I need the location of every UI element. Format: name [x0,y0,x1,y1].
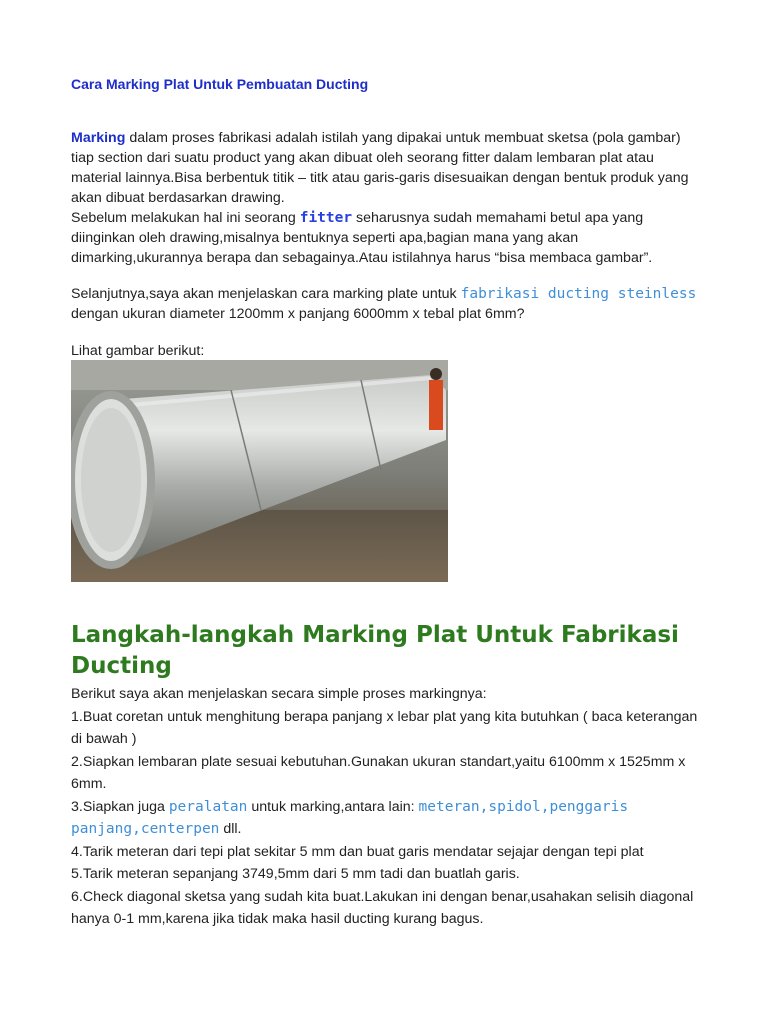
step-3 [71,796,701,841]
step-3-mid: untuk marking,antara lain: [247,798,419,815]
para2-text-1: Selanjutnya,saya akan menjelaskan cara marking plate untuk [71,286,461,302]
document-title: Cara Marking Plat Untuk Pembuatan Ducting [71,76,369,92]
steps-intro: Berikut saya akan menjelaskan secara simple proses markingnya: [71,686,487,702]
keyword-fitter: fitter [299,210,353,226]
step-4: 4.Tarik meteran dari tepi plat sekitar 5 mm dan buat garis mendatar sejajar dengan tepi plat [71,843,644,860]
step-5: 5.Tarik meteran sepanjang 3749,5mm dari 5 mm tadi dan buatlah garis. [71,866,520,882]
step-1: 1.Buat coretan untuk menghitung berapa panjang x lebar plat yang kita butuhkan ( baca keterangan di bawah ) [71,708,698,747]
keyword-fabrikasi-ducting[interactable]: fabrikasi ducting steinless [460,286,697,302]
keyword-tools[interactable]: meteran,spidol,penggaris panjang,centerpen [71,798,629,837]
steps-list [71,683,701,931]
para2-text-2: dengan ukuran diameter 1200mm x panjang 6000mm x tebal plat 6mm? [71,306,525,322]
keyword-peralatan[interactable]: peralatan [168,798,248,815]
intro-paragraph [71,128,701,268]
step-6: 6.Check diagonal sketsa yang sudah kita buat.Lakukan ini dengan benar,usahakan selisih diagonal hanya 0-1 mm,karena jika tidak maka hasil ducting kurang bagus. [71,888,694,927]
intro-text-1: dalam proses fabrikasi adalah istilah yang dipakai untuk membuat sketsa (pola gambar) tiap section dari suatu product yang akan dibuat oleh seorang fitter dalam lembaran plat atau material lainnya.Bisa berbentuk titik – titk atau garis-garis disesuaikan dengan bentuk produk yang akan dibuat berdasarkan drawing. [71,130,689,206]
plate-paragraph [71,284,701,324]
steps-heading: Langkah-langkah Marking Plat Untuk Fabrikasi Ducting [71,622,679,679]
intro-text-2: Sebelum melakukan hal ini seorang [71,210,300,226]
duct-pipe-photo [71,360,448,582]
keyword-marking: Marking [71,130,126,146]
duct-pipe-illustration [71,360,448,582]
intro-text-3: seharusnya sudah memahami betul apa yang diinginkan oleh drawing,misalnya bentuknya seperti apa,bagian mana yang akan dimarking,ukurannya berapa dan sebagainya.Atau istilahnya harus “bisa membaca gambar”. [71,210,653,266]
step-2: 2.Siapkan lembaran plate sesuai kebutuhan.Gunakan ukuran standart,yaitu 6100mm x 1525mm x 6mm. [71,753,686,792]
step-3-pre: 3.Siapkan juga [71,798,169,815]
see-image-paragraph: Lihat gambar berikut: [71,343,205,359]
step-3-post: dll. [219,821,242,837]
